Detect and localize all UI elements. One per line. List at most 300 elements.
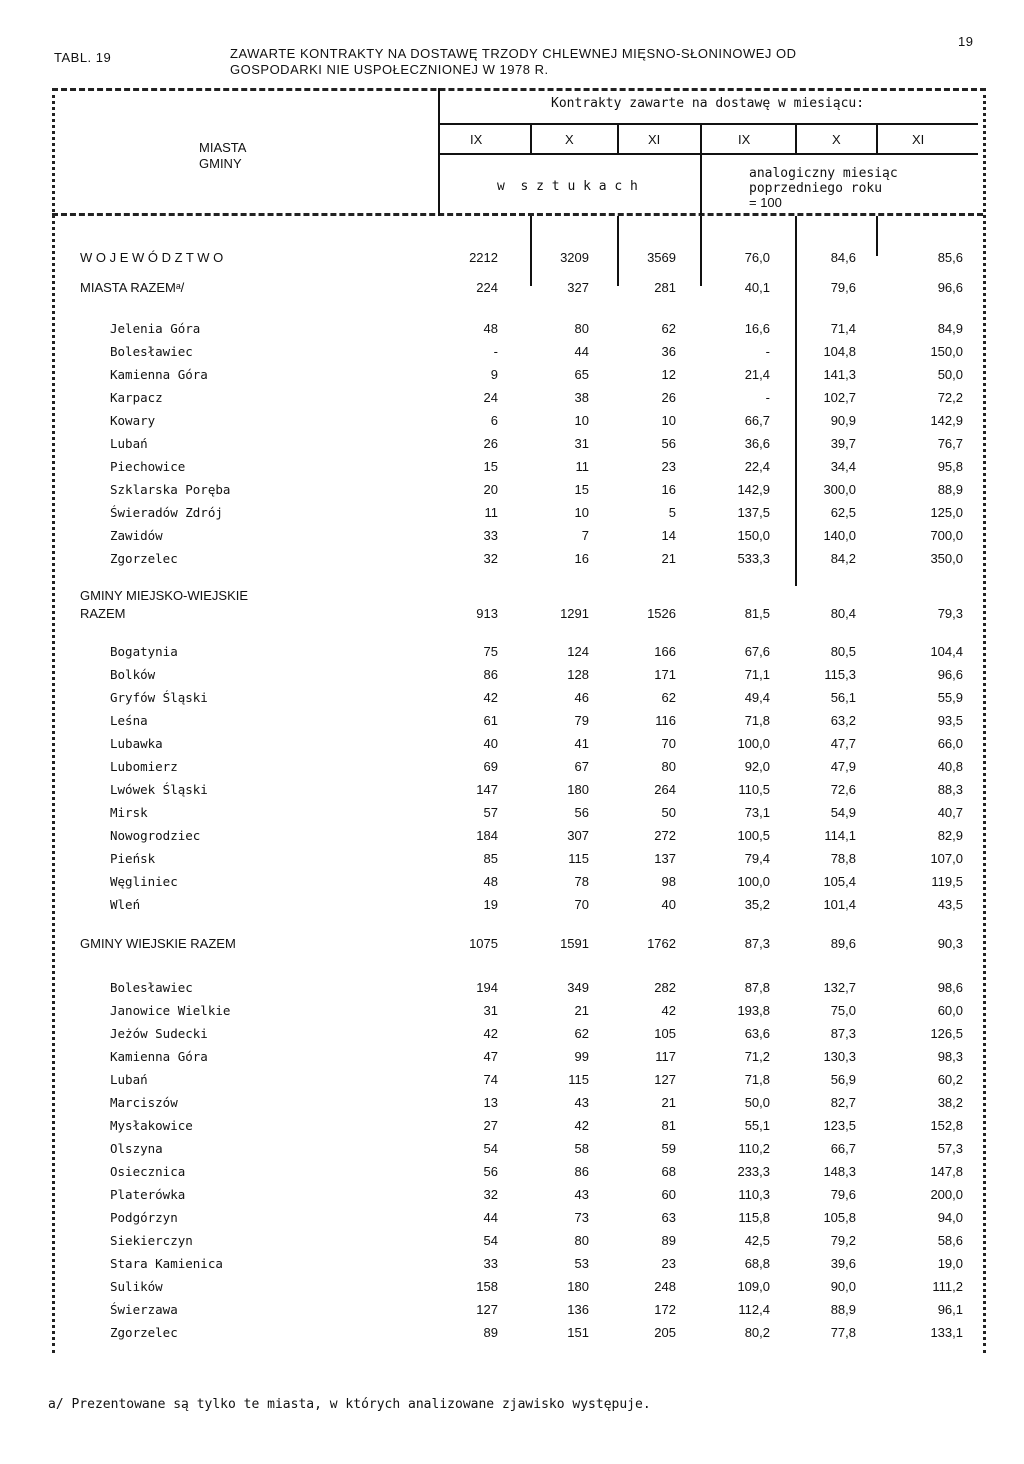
row-label: Jeżów Sudecki — [110, 1026, 208, 1041]
cell-col-3: 62 — [661, 690, 676, 705]
table-row — [0, 413, 1024, 433]
row-label: Bogatynia — [110, 644, 178, 659]
cell-col-6: 111,2 — [932, 1279, 963, 1294]
month-header-rule — [438, 153, 978, 155]
stub-divider — [438, 88, 440, 216]
cell-col-3: 137 — [654, 851, 676, 866]
row-label: Lubomierz — [110, 759, 178, 774]
cell-col-4: 100,0 — [737, 736, 770, 751]
table-row — [0, 805, 1024, 825]
table-id: TABL. 19 — [54, 50, 112, 65]
cell-col-2: 1291 — [560, 606, 589, 621]
table-row — [0, 606, 1024, 626]
cell-col-5: 78,8 — [830, 851, 856, 866]
cell-col-1: 224 — [476, 280, 498, 295]
month-divider — [530, 123, 532, 155]
cell-col-4: 150,0 — [737, 528, 770, 543]
cell-col-2: 11 — [575, 459, 589, 474]
cell-col-4: 79,4 — [744, 851, 770, 866]
cell-col-1: 27 — [483, 1118, 498, 1133]
cell-col-5: 105,8 — [823, 1210, 856, 1225]
cell-col-1: 127 — [476, 1302, 498, 1317]
cell-col-4: 16,6 — [744, 321, 770, 336]
cell-col-6: 55,9 — [937, 690, 963, 705]
cell-col-5: 87,3 — [830, 1026, 856, 1041]
month-divider — [795, 123, 797, 155]
cell-col-4: 87,3 — [744, 936, 770, 951]
cell-col-6: 60,2 — [937, 1072, 963, 1087]
row-label: Olszyna — [110, 1141, 163, 1156]
cell-col-3: 116 — [655, 713, 676, 728]
cell-col-2: 307 — [567, 828, 589, 843]
row-label: Sulików — [110, 1279, 163, 1294]
cell-col-4: 40,1 — [744, 280, 770, 295]
table-row — [0, 851, 1024, 871]
cell-col-6: 79,3 — [937, 606, 963, 621]
cell-col-5: 77,8 — [830, 1325, 856, 1340]
cell-col-3: 248 — [654, 1279, 676, 1294]
table-row — [0, 644, 1024, 664]
row-label: Zgorzelec — [110, 551, 178, 566]
row-label: Siekierczyn — [110, 1233, 193, 1248]
cell-col-5: 63,2 — [830, 713, 856, 728]
cell-col-2: 67 — [574, 759, 589, 774]
group-header: Kontrakty zawarte na dostawę w miesiącu: — [551, 96, 865, 111]
cell-col-6: 152,8 — [930, 1118, 963, 1133]
cell-col-6: 72,2 — [937, 390, 963, 405]
cell-col-1: 86 — [483, 667, 498, 682]
cell-col-5: 62,5 — [830, 505, 856, 520]
row-label: Lubań — [110, 1072, 148, 1087]
table-row — [0, 1233, 1024, 1253]
table-title-line2: GOSPODARKI NIE USPOŁECZNIONEJ W 1978 R. — [230, 62, 549, 77]
cell-col-1: 20 — [483, 482, 498, 497]
unit-left: w s z t u k a c h — [497, 179, 638, 194]
cell-col-6: 147,8 — [930, 1164, 963, 1179]
cell-col-5: 114,1 — [824, 828, 856, 843]
cell-col-1: 47 — [483, 1049, 498, 1064]
cell-col-6: 96,6 — [937, 280, 963, 295]
unit-right-line2: poprzedniego roku — [749, 181, 883, 196]
cell-col-1: 19 — [483, 897, 498, 912]
cell-col-1: 42 — [483, 690, 498, 705]
row-label: GMINY MIEJSKO-WIEJSKIE — [80, 588, 249, 603]
cell-col-5: 79,2 — [830, 1233, 856, 1248]
cell-col-1: 194 — [476, 980, 498, 995]
header-bottom-rule — [52, 213, 983, 216]
cell-col-4: 92,0 — [744, 759, 770, 774]
table-row — [0, 1026, 1024, 1046]
page-number: 19 — [958, 34, 974, 49]
cell-col-2: 80 — [574, 321, 589, 336]
stub-header-line2: GMINY — [199, 156, 242, 171]
cell-col-4: 36,6 — [744, 436, 770, 451]
cell-col-5: 130,3 — [823, 1049, 856, 1064]
cell-col-1: 1075 — [469, 936, 498, 951]
cell-col-6: 96,1 — [937, 1302, 963, 1317]
cell-col-3: 98 — [661, 874, 676, 889]
cell-col-4: 193,8 — [737, 1003, 770, 1018]
cell-col-4: 66,7 — [744, 413, 770, 428]
cell-col-6: 93,5 — [937, 713, 963, 728]
table-row — [0, 505, 1024, 525]
cell-col-2: 10 — [574, 413, 589, 428]
row-label: Platerówka — [110, 1187, 186, 1202]
table-row — [0, 1049, 1024, 1069]
cell-col-4: - — [765, 390, 770, 405]
unit-divider — [700, 123, 702, 215]
row-label: Lubań — [110, 436, 148, 451]
cell-col-3: 171 — [654, 667, 676, 682]
cell-col-6: 84,9 — [937, 321, 963, 336]
table-row — [0, 482, 1024, 502]
cell-col-4: 112,4 — [738, 1302, 770, 1317]
cell-col-3: 105 — [654, 1026, 676, 1041]
cell-col-3: 50 — [661, 805, 676, 820]
cell-col-4: 110,3 — [738, 1187, 770, 1202]
cell-col-3: 89 — [661, 1233, 676, 1248]
cell-col-5: 90,9 — [830, 413, 856, 428]
cell-col-1: 85 — [483, 851, 498, 866]
cell-col-1: - — [493, 344, 498, 359]
month-header-x: X — [565, 132, 574, 147]
table-row — [0, 1325, 1024, 1345]
cell-col-4: 22,4 — [744, 459, 770, 474]
cell-col-2: 124 — [567, 644, 589, 659]
cell-col-6: 88,3 — [937, 782, 963, 797]
row-label: Piechowice — [110, 459, 186, 474]
cell-col-5: 56,9 — [830, 1072, 856, 1087]
row-label: Zgorzelec — [110, 1325, 178, 1340]
cell-col-1: 42 — [483, 1026, 498, 1041]
row-label: Lwówek Śląski — [110, 782, 208, 797]
cell-col-3: 26 — [661, 390, 676, 405]
cell-col-2: 7 — [581, 528, 589, 543]
cell-col-6: 50,0 — [937, 367, 963, 382]
cell-col-4: 71,8 — [744, 1072, 770, 1087]
cell-col-1: 54 — [483, 1141, 498, 1156]
cell-col-4: 137,5 — [737, 505, 770, 520]
cell-col-4: 87,8 — [744, 980, 770, 995]
cell-col-2: 10 — [574, 505, 589, 520]
row-label: Lubawka — [110, 736, 163, 751]
row-label: Pieńsk — [110, 851, 156, 866]
cell-col-1: 74 — [483, 1072, 498, 1087]
table-row — [0, 736, 1024, 756]
row-label: Mysłakowice — [110, 1118, 193, 1133]
cell-col-4: 115,8 — [738, 1210, 770, 1225]
row-label: Podgórzyn — [110, 1210, 178, 1225]
cell-col-6: 38,2 — [937, 1095, 963, 1110]
cell-col-2: 1591 — [560, 936, 589, 951]
cell-col-4: 80,2 — [744, 1325, 770, 1340]
cell-col-1: 11 — [484, 505, 498, 520]
table-row — [0, 667, 1024, 687]
table-row — [0, 1302, 1024, 1322]
cell-col-5: 66,7 — [830, 1141, 856, 1156]
cell-col-5: 79,6 — [830, 1187, 856, 1202]
cell-col-5: 34,4 — [830, 459, 856, 474]
cell-col-2: 38 — [574, 390, 589, 405]
table-row — [0, 367, 1024, 387]
cell-col-1: 9 — [490, 367, 498, 382]
cell-col-1: 33 — [483, 1256, 498, 1271]
cell-col-3: 36 — [661, 344, 676, 359]
cell-col-6: 57,3 — [937, 1141, 963, 1156]
table-row — [0, 1187, 1024, 1207]
row-label: Szklarska Poręba — [110, 482, 231, 497]
cell-col-6: 90,3 — [937, 936, 963, 951]
cell-col-1: 32 — [483, 551, 498, 566]
row-label: Mirsk — [110, 805, 148, 820]
row-label: Marciszów — [110, 1095, 178, 1110]
cell-col-6: 104,4 — [930, 644, 963, 659]
cell-col-3: 12 — [661, 367, 676, 382]
cell-col-4: 67,6 — [744, 644, 770, 659]
cell-col-4: 100,5 — [737, 828, 770, 843]
cell-col-1: 24 — [483, 390, 498, 405]
cell-col-1: 57 — [483, 805, 498, 820]
cell-col-6: 82,9 — [937, 828, 963, 843]
cell-col-2: 21 — [574, 1003, 589, 1018]
cell-col-6: 126,5 — [930, 1026, 963, 1041]
cell-col-1: 26 — [483, 436, 498, 451]
cell-col-3: 68 — [661, 1164, 676, 1179]
cell-col-3: 63 — [661, 1210, 676, 1225]
row-label: MIASTA RAZEMᵃ/ — [80, 280, 185, 295]
cell-col-4: 68,8 — [744, 1256, 770, 1271]
cell-col-3: 10 — [661, 413, 676, 428]
group-header-rule — [438, 123, 978, 125]
cell-col-2: 128 — [567, 667, 589, 682]
cell-col-2: 44 — [574, 344, 589, 359]
cell-col-2: 327 — [567, 280, 589, 295]
cell-col-6: 85,6 — [937, 250, 963, 265]
cell-col-2: 79 — [574, 713, 589, 728]
cell-col-4: 81,5 — [744, 606, 770, 621]
row-label: Świeradów Zdrój — [110, 505, 223, 520]
cell-col-3: 42 — [661, 1003, 676, 1018]
cell-col-2: 349 — [567, 980, 589, 995]
table-row — [0, 1164, 1024, 1184]
cell-col-6: 98,6 — [937, 980, 963, 995]
cell-col-1: 13 — [483, 1095, 498, 1110]
cell-col-5: 75,0 — [830, 1003, 856, 1018]
cell-col-1: 31 — [483, 1003, 498, 1018]
cell-col-1: 15 — [483, 459, 498, 474]
table-row — [0, 459, 1024, 479]
cell-col-5: 54,9 — [830, 805, 856, 820]
cell-col-2: 41 — [574, 736, 589, 751]
cell-col-1: 32 — [483, 1187, 498, 1202]
row-label: RAZEM — [80, 606, 126, 621]
cell-col-5: 115,3 — [824, 667, 856, 682]
cell-col-2: 115 — [568, 851, 589, 866]
cell-col-5: 80,5 — [830, 644, 856, 659]
table-row — [0, 897, 1024, 917]
month-header-xi-index: XI — [912, 132, 925, 147]
cell-col-3: 21 — [661, 551, 676, 566]
cell-col-3: 1762 — [647, 936, 676, 951]
cell-col-5: 84,6 — [830, 250, 856, 265]
row-label: Wleń — [110, 897, 141, 912]
table-row — [0, 782, 1024, 802]
table-row — [0, 1210, 1024, 1230]
cell-col-6: 142,9 — [930, 413, 963, 428]
table-title-line1: ZAWARTE KONTRAKTY NA DOSTAWĘ TRZODY CHLEWNEJ MIĘSNO-SŁONINOWEJ OD — [230, 46, 797, 61]
table-row — [0, 936, 1024, 956]
cell-col-6: 94,0 — [937, 1210, 963, 1225]
row-label: Bolesławiec — [110, 980, 193, 995]
row-label: Kamienna Góra — [110, 367, 208, 382]
cell-col-5: 140,0 — [823, 528, 856, 543]
cell-col-6: 350,0 — [930, 551, 963, 566]
cell-col-5: 104,8 — [823, 344, 856, 359]
cell-col-3: 166 — [654, 644, 676, 659]
cell-col-6: 119,5 — [931, 874, 963, 889]
cell-col-6: 19,0 — [937, 1256, 963, 1271]
table-row — [0, 1279, 1024, 1299]
table-row — [0, 1072, 1024, 1092]
cell-col-4: 233,3 — [737, 1164, 770, 1179]
cell-col-3: 205 — [654, 1325, 676, 1340]
row-label: Leśna — [110, 713, 148, 728]
cell-col-1: 2212 — [469, 250, 498, 265]
cell-col-2: 58 — [574, 1141, 589, 1156]
cell-col-2: 73 — [574, 1210, 589, 1225]
row-label: Zawidów — [110, 528, 163, 543]
stub-header-line1: MIASTA — [199, 140, 247, 155]
cell-col-5: 79,6 — [830, 280, 856, 295]
cell-col-5: 39,7 — [830, 436, 856, 451]
cell-col-2: 136 — [567, 1302, 589, 1317]
month-header-x-index: X — [832, 132, 841, 147]
cell-col-4: 71,2 — [744, 1049, 770, 1064]
cell-col-6: 88,9 — [937, 482, 963, 497]
cell-col-3: 56 — [661, 436, 676, 451]
row-label: Kowary — [110, 413, 156, 428]
row-label: Świerzawa — [110, 1302, 178, 1317]
table-row — [0, 980, 1024, 1000]
cell-col-2: 70 — [574, 897, 589, 912]
cell-col-3: 14 — [661, 528, 676, 543]
cell-col-1: 89 — [483, 1325, 498, 1340]
cell-col-4: 50,0 — [744, 1095, 770, 1110]
row-label: GMINY WIEJSKIE RAZEM — [80, 936, 236, 951]
cell-col-1: 184 — [476, 828, 498, 843]
cell-col-1: 75 — [483, 644, 498, 659]
cell-col-2: 46 — [574, 690, 589, 705]
cell-col-1: 48 — [483, 321, 498, 336]
cell-col-1: 913 — [476, 606, 498, 621]
cell-col-4: 100,0 — [737, 874, 770, 889]
cell-col-3: 127 — [654, 1072, 676, 1087]
cell-col-5: 102,7 — [823, 390, 856, 405]
month-divider — [876, 123, 878, 155]
cell-col-2: 180 — [567, 782, 589, 797]
cell-col-4: 76,0 — [744, 250, 770, 265]
cell-col-3: 23 — [661, 459, 676, 474]
row-label: Gryfów Śląski — [110, 690, 208, 705]
cell-col-2: 78 — [574, 874, 589, 889]
table-row — [0, 551, 1024, 571]
month-divider — [617, 123, 619, 155]
cell-col-3: 1526 — [647, 606, 676, 621]
cell-col-5: 105,4 — [823, 874, 856, 889]
cell-col-2: 43 — [574, 1187, 589, 1202]
cell-col-3: 62 — [661, 321, 676, 336]
table-row — [0, 713, 1024, 733]
cell-col-3: 59 — [661, 1141, 676, 1156]
row-label: Węgliniec — [110, 874, 178, 889]
cell-col-4: 21,4 — [744, 367, 770, 382]
cell-col-3: 16 — [661, 482, 676, 497]
cell-col-4: 71,1 — [744, 667, 770, 682]
table-row — [0, 690, 1024, 710]
cell-col-5: 39,6 — [830, 1256, 856, 1271]
cell-col-2: 3209 — [560, 250, 589, 265]
row-label: Kamienna Góra — [110, 1049, 208, 1064]
cell-col-1: 56 — [483, 1164, 498, 1179]
table-row — [0, 528, 1024, 548]
cell-col-2: 53 — [574, 1256, 589, 1271]
row-label: Bolesławiec — [110, 344, 193, 359]
cell-col-4: 109,0 — [737, 1279, 770, 1294]
row-label: Stara Kamienica — [110, 1256, 223, 1271]
table-row — [0, 759, 1024, 779]
cell-col-5: 80,4 — [830, 606, 856, 621]
cell-col-3: 60 — [661, 1187, 676, 1202]
cell-col-2: 56 — [574, 805, 589, 820]
cell-col-6: 40,7 — [937, 805, 963, 820]
cell-col-5: 123,5 — [823, 1118, 856, 1133]
cell-col-1: 48 — [483, 874, 498, 889]
cell-col-1: 158 — [476, 1279, 498, 1294]
table-row — [0, 344, 1024, 364]
cell-col-2: 80 — [574, 1233, 589, 1248]
cell-col-2: 15 — [574, 482, 589, 497]
cell-col-2: 180 — [567, 1279, 589, 1294]
row-label: Bolków — [110, 667, 156, 682]
month-header-ix: IX — [470, 132, 483, 147]
cell-col-6: 66,0 — [937, 736, 963, 751]
cell-col-5: 90,0 — [830, 1279, 856, 1294]
cell-col-2: 86 — [574, 1164, 589, 1179]
cell-col-3: 40 — [661, 897, 676, 912]
cell-col-6: 133,1 — [930, 1325, 963, 1340]
table-row — [0, 828, 1024, 848]
cell-col-4: 55,1 — [744, 1118, 770, 1133]
cell-col-3: 70 — [661, 736, 676, 751]
table-row — [0, 1118, 1024, 1138]
cell-col-6: 107,0 — [930, 851, 963, 866]
cell-col-2: 151 — [567, 1325, 589, 1340]
table-row — [0, 1256, 1024, 1276]
cell-col-3: 272 — [654, 828, 676, 843]
cell-col-2: 62 — [574, 1026, 589, 1041]
cell-col-3: 23 — [661, 1256, 676, 1271]
footnote: a/ Prezentowane są tylko te miasta, w których analizowane zjawisko występuje. — [48, 1397, 651, 1412]
cell-col-5: 101,4 — [823, 897, 856, 912]
cell-col-3: 117 — [655, 1049, 676, 1064]
table-row — [0, 280, 1024, 300]
cell-col-4: 71,8 — [744, 713, 770, 728]
cell-col-3: 281 — [654, 280, 676, 295]
table-row — [0, 1095, 1024, 1115]
cell-col-6: 76,7 — [937, 436, 963, 451]
cell-col-5: 47,9 — [830, 759, 856, 774]
cell-col-2: 16 — [574, 551, 589, 566]
